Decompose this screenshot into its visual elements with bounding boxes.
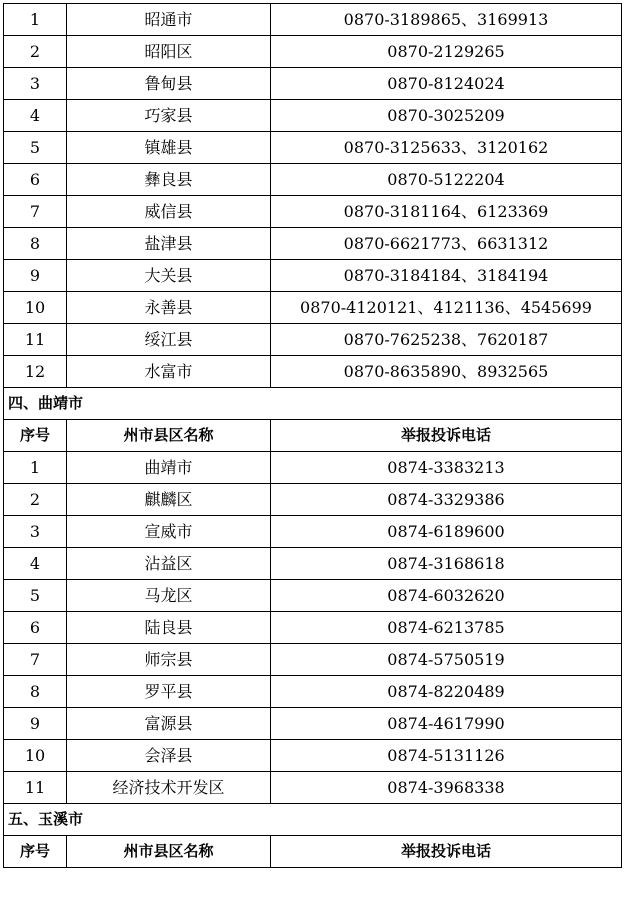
cell-index: 8 xyxy=(4,676,67,708)
table-row xyxy=(4,708,622,740)
cell-index: 7 xyxy=(4,196,67,228)
cell-phone: 0874-3329386 xyxy=(271,484,622,516)
cell-region-name: 昭通市 xyxy=(67,4,271,36)
table-row xyxy=(4,548,622,580)
cell-index: 2 xyxy=(4,36,67,68)
section-title: 四、曲靖市 xyxy=(4,388,622,420)
cell-phone: 0874-6189600 xyxy=(271,516,622,548)
cell-region-name: 富源县 xyxy=(67,708,271,740)
cell-phone: 0870-3125633、3120162 xyxy=(271,132,622,164)
cell-index: 5 xyxy=(4,580,67,612)
cell-index: 6 xyxy=(4,164,67,196)
table-header-row xyxy=(4,836,622,868)
cell-phone: 0870-4120121、4121136、4545699 xyxy=(271,292,622,324)
cell-phone: 0870-7625238、7620187 xyxy=(271,324,622,356)
cell-region-name: 盐津县 xyxy=(67,228,271,260)
table-row xyxy=(4,228,622,260)
cell-region-name: 沾益区 xyxy=(67,548,271,580)
header-phone: 举报投诉电话 xyxy=(271,420,622,452)
cell-phone: 0870-8635890、8932565 xyxy=(271,356,622,388)
cell-region-name: 罗平县 xyxy=(67,676,271,708)
table-row xyxy=(4,356,622,388)
cell-index: 3 xyxy=(4,68,67,100)
cell-phone: 0870-3189865、3169913 xyxy=(271,4,622,36)
cell-index: 2 xyxy=(4,484,67,516)
cell-phone: 0874-8220489 xyxy=(271,676,622,708)
cell-region-name: 昭阳区 xyxy=(67,36,271,68)
cell-region-name: 永善县 xyxy=(67,292,271,324)
table-row xyxy=(4,164,622,196)
table-row xyxy=(4,4,622,36)
cell-index: 5 xyxy=(4,132,67,164)
table-row xyxy=(4,580,622,612)
cell-region-name: 大关县 xyxy=(67,260,271,292)
table-row xyxy=(4,132,622,164)
cell-phone: 0870-3184184、3184194 xyxy=(271,260,622,292)
header-region-name: 州市县区名称 xyxy=(67,420,271,452)
cell-phone: 0870-2129265 xyxy=(271,36,622,68)
header-phone: 举报投诉电话 xyxy=(271,836,622,868)
cell-phone: 0874-6213785 xyxy=(271,612,622,644)
section-heading-row xyxy=(4,804,622,836)
header-region-name: 州市县区名称 xyxy=(67,836,271,868)
section-heading-row xyxy=(4,388,622,420)
cell-region-name: 水富市 xyxy=(67,356,271,388)
table-row xyxy=(4,68,622,100)
cell-region-name: 镇雄县 xyxy=(67,132,271,164)
cell-phone: 0874-5750519 xyxy=(271,644,622,676)
cell-region-name: 陆良县 xyxy=(67,612,271,644)
cell-index: 12 xyxy=(4,356,67,388)
cell-region-name: 彝良县 xyxy=(67,164,271,196)
table-row xyxy=(4,36,622,68)
cell-phone: 0874-5131126 xyxy=(271,740,622,772)
cell-index: 3 xyxy=(4,516,67,548)
cell-region-name: 巧家县 xyxy=(67,100,271,132)
cell-index: 9 xyxy=(4,260,67,292)
cell-phone: 0870-3025209 xyxy=(271,100,622,132)
cell-index: 1 xyxy=(4,452,67,484)
table-row xyxy=(4,100,622,132)
cell-region-name: 马龙区 xyxy=(67,580,271,612)
table-row xyxy=(4,196,622,228)
table-row xyxy=(4,740,622,772)
table-body xyxy=(4,4,622,868)
cell-region-name: 师宗县 xyxy=(67,644,271,676)
cell-phone: 0874-6032620 xyxy=(271,580,622,612)
section-title: 五、玉溪市 xyxy=(4,804,622,836)
complaint-phone-table xyxy=(3,3,622,868)
cell-region-name: 经济技术开发区 xyxy=(67,772,271,804)
cell-phone: 0870-3181164、6123369 xyxy=(271,196,622,228)
table-row xyxy=(4,516,622,548)
header-index: 序号 xyxy=(4,420,67,452)
cell-region-name: 会泽县 xyxy=(67,740,271,772)
cell-phone: 0874-3968338 xyxy=(271,772,622,804)
cell-index: 7 xyxy=(4,644,67,676)
table-row xyxy=(4,452,622,484)
cell-index: 10 xyxy=(4,292,67,324)
cell-index: 8 xyxy=(4,228,67,260)
table-row xyxy=(4,612,622,644)
table-row xyxy=(4,292,622,324)
cell-index: 1 xyxy=(4,4,67,36)
table-row xyxy=(4,260,622,292)
cell-index: 6 xyxy=(4,612,67,644)
table-header-row xyxy=(4,420,622,452)
cell-phone: 0870-8124024 xyxy=(271,68,622,100)
table-row xyxy=(4,324,622,356)
cell-region-name: 鲁甸县 xyxy=(67,68,271,100)
cell-phone: 0870-6621773、6631312 xyxy=(271,228,622,260)
cell-index: 4 xyxy=(4,548,67,580)
cell-region-name: 麒麟区 xyxy=(67,484,271,516)
cell-phone: 0870-5122204 xyxy=(271,164,622,196)
table-row xyxy=(4,484,622,516)
table-row xyxy=(4,644,622,676)
table-row xyxy=(4,676,622,708)
cell-index: 9 xyxy=(4,708,67,740)
cell-phone: 0874-4617990 xyxy=(271,708,622,740)
cell-region-name: 宣威市 xyxy=(67,516,271,548)
header-index: 序号 xyxy=(4,836,67,868)
cell-region-name: 曲靖市 xyxy=(67,452,271,484)
table-row xyxy=(4,772,622,804)
cell-index: 11 xyxy=(4,324,67,356)
cell-index: 4 xyxy=(4,100,67,132)
cell-phone: 0874-3383213 xyxy=(271,452,622,484)
cell-region-name: 绥江县 xyxy=(67,324,271,356)
cell-index: 10 xyxy=(4,740,67,772)
cell-region-name: 威信县 xyxy=(67,196,271,228)
cell-phone: 0874-3168618 xyxy=(271,548,622,580)
cell-index: 11 xyxy=(4,772,67,804)
